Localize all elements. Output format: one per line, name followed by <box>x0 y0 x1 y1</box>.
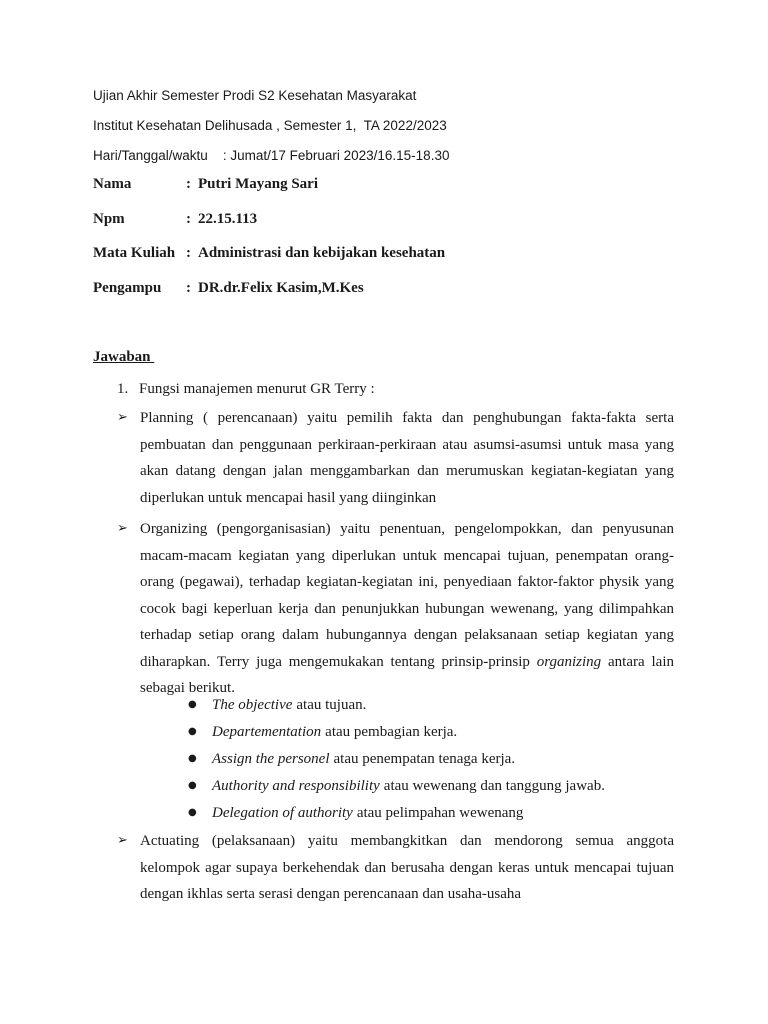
info-nama: Nama : Putri Mayang Sari <box>93 176 318 192</box>
info-mata-kuliah: Mata Kuliah : Administrasi dan kebijakan kesehatan <box>93 245 446 261</box>
info-pengampu: Pengampu : DR.dr.Felix Kasim,M.Kes <box>93 280 364 296</box>
bullet-dot-icon: ● <box>188 753 197 764</box>
info-npm: Npm : 22.15.113 <box>93 211 258 227</box>
arrow-bullet-icon: ➢ <box>117 833 128 848</box>
list-item: ● Delegation of authority atau pelimpahan wewenang <box>188 805 524 821</box>
bullet-dot-icon: ● <box>188 780 197 791</box>
arrow-bullet-icon: ➢ <box>117 521 128 536</box>
question-1: 1. Fungsi manajemen menurut GR Terry : <box>117 381 375 397</box>
paragraph-actuating: Actuating (pelaksanaan) yaitu membangkitkan dan mendorong semua anggota kelompok agar supaya berkehendak dan berusaha dengan keras untuk mencapai tujuan dengan ikhlas serta serasi dengan perencanaan dan usaha-usaha <box>140 833 674 902</box>
institution-line: Institut Kesehatan Delihusada , Semester 1, TA 2022/2023 <box>93 118 447 133</box>
answer-heading: Jawaban <box>93 349 155 365</box>
bullet-dot-icon: ● <box>188 726 197 737</box>
list-item: ● The objective atau tujuan. <box>188 697 367 713</box>
bullet-dot-icon: ● <box>188 699 197 710</box>
list-item: ● Authority and responsibility atau wewenang dan tanggung jawab. <box>188 778 605 794</box>
paragraph-planning: Planning ( perencanaan) yaitu pemilih fakta dan penghubungan fakta-fakta serta pembuatan dan penggunaan perkiraan-perkiraan atau asumsi-asumsi untuk masa yang akan datang dengan jalan menggambarkan dan merumuskan kegiatan-kegiatan yang diperlukan untuk mencapai hasil yang diinginkan <box>140 410 674 506</box>
paragraph-organizing: Organizing (pengorganisasian) yaitu penentuan, pengelompokkan, dan penyusunan macam-macam kegiatan yang diperlukan untuk mencapai tujuan, penempatan orang-orang (pegawai), terhadap kegiatan-kegiatan ini, penyediaan faktor-faktor physik yang cocok bagi keperluan kerja dan penunjukkan hubungan wewenang, yang dilimpahkan terhadap setiap orang dalam hubungannya dengan pelaksanaan setiap kegiatan yang diharapkan. Terry juga mengemukakan tentang prinsip-prinsip organizing antara lain sebagai berikut. <box>140 521 674 696</box>
list-item: ● Assign the personel atau penempatan tenaga kerja. <box>188 751 516 767</box>
date-time-line: Hari/Tanggal/waktu : Jumat/17 Februari 2023/16.15-18.30 <box>93 148 450 163</box>
arrow-bullet-icon: ➢ <box>117 410 128 425</box>
list-item: ● Departementation atau pembagian kerja. <box>188 724 458 740</box>
exam-title: Ujian Akhir Semester Prodi S2 Kesehatan Masyarakat <box>93 88 417 103</box>
bullet-dot-icon: ● <box>188 807 197 818</box>
